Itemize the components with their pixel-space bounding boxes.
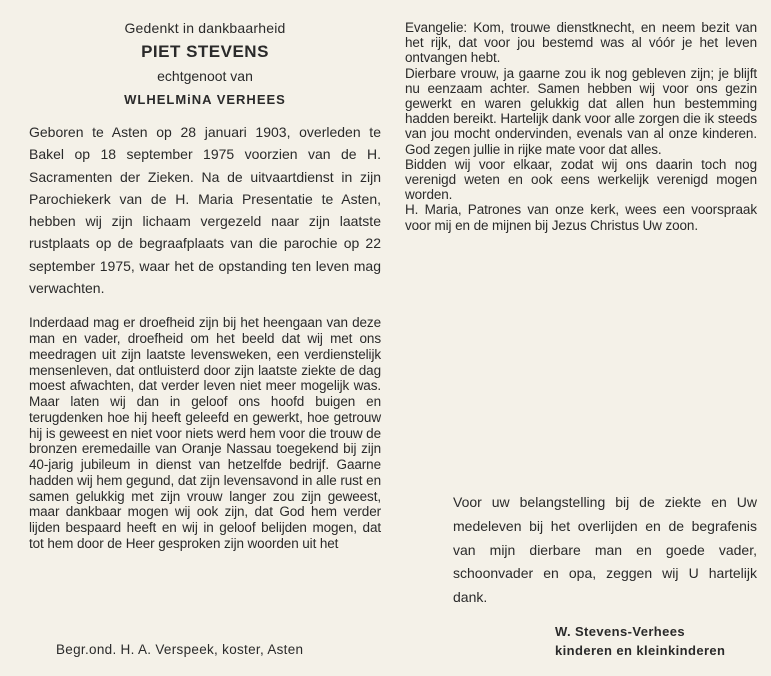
spouse-label: echtgenoot van xyxy=(157,68,253,84)
signature-family: kinderen en kleinkinderen xyxy=(555,643,726,658)
thanks-paragraph: Voor uw belangstelling bij de ziekte en Uw medeleven bij het overlijden en de begrafenis van mijn dierbare man en goede vader, schoonvader en opa, zeggen wij U hartelijk dank. xyxy=(453,494,757,606)
prayer-paragraph: Bidden wij voor elkaar, zodat wij ons daarin toch nog verenigd weten en ook eens werkelijk verenigd mogen worden. xyxy=(405,156,757,203)
signature-name: W. Stevens-Verhees xyxy=(555,624,686,639)
spouse-name: WLHELMiNA VERHEES xyxy=(124,92,286,107)
patroness-paragraph: H. Maria, Patrones van onze kerk, wees een voorspraak voor mij en de mijnen bij Jezus Christus Uw zoon. xyxy=(405,202,757,233)
printer-credit: Begr.ond. H. A. Verspeek, koster, Asten xyxy=(56,642,304,657)
left-column xyxy=(29,20,381,552)
farewell-paragraph: Dierbare vrouw, ja gaarne zou ik nog gebleven zijn; je blijft nu eenzaam achter. Samen hebben wij voor ons gezin gewerkt en waren gelukkig dat allen hun bestemming hadden bereikt. Hartelijk dank voor alle zorgen die ik steeds van jou mocht ondervinden, evenals van al onze kinderen. God zegen jullie in rijke mate voor dat alles. xyxy=(405,65,757,157)
in-memory-heading: Gedenkt in dankbaarheid xyxy=(124,20,286,36)
right-column xyxy=(405,20,757,233)
signature xyxy=(555,622,765,660)
deceased-name: PIET STEVENS xyxy=(141,42,269,61)
gospel-paragraph: Evangelie: Kom, trouwe dienstknecht, en neem bezit van het rijk, dat voor jou bestemd was al vóór je het leven ontvangen hebt. xyxy=(405,20,757,66)
reflection-paragraph: Inderdaad mag er droefheid zijn bij het heengaan van deze man en vader, droefheid om het beeld dat wij met ons meedragen uit zijn laatste levensweken, een verdienstelijk mensenleven, dat ontluisterd door zijn laatste ziekte de dag moest afwachten, dat verder leven niet meer mogelijk was. Maar laten wij dan in geloof ons hoofd buigen en terugdenken hoe hij heeft geleefd en gewerkt, hoe getrouw hij is geweest en niet voor niets werd hem voor die trouw de bronzen eremedaille van Oranje Nassau toegekend bij zijn 40-jarig jubileum in dienst van hetzelfde bedrijf. Gaarne hadden wij hem gegund, dat zijn levensavond in alle rust en samen gelukkig met zijn vrouw langer zou zijn geweest, maar dankbaar mogen wij ook zijn, dat God hem verder lijden bespaard heeft en wij in geloof belijden mogen, dat tot hem door de Heer gesproken zijn woorden uit het xyxy=(29,315,381,551)
biography-paragraph: Geboren te Asten op 28 januari 1903, overleden te Bakel op 18 september 1975 voorzien van de H. Sacramenten der Zieken. Na de uitvaartdienst in zijn Parochiekerk van de H. Maria Presentatie te Asten, hebben wij zijn lichaam vergezeld naar zijn laatste rustplaats op de begraafplaats van die parochie op 22 september 1975, waar het de opstanding ten leven mag verwachten. xyxy=(29,124,381,297)
right-column-text xyxy=(405,20,757,233)
